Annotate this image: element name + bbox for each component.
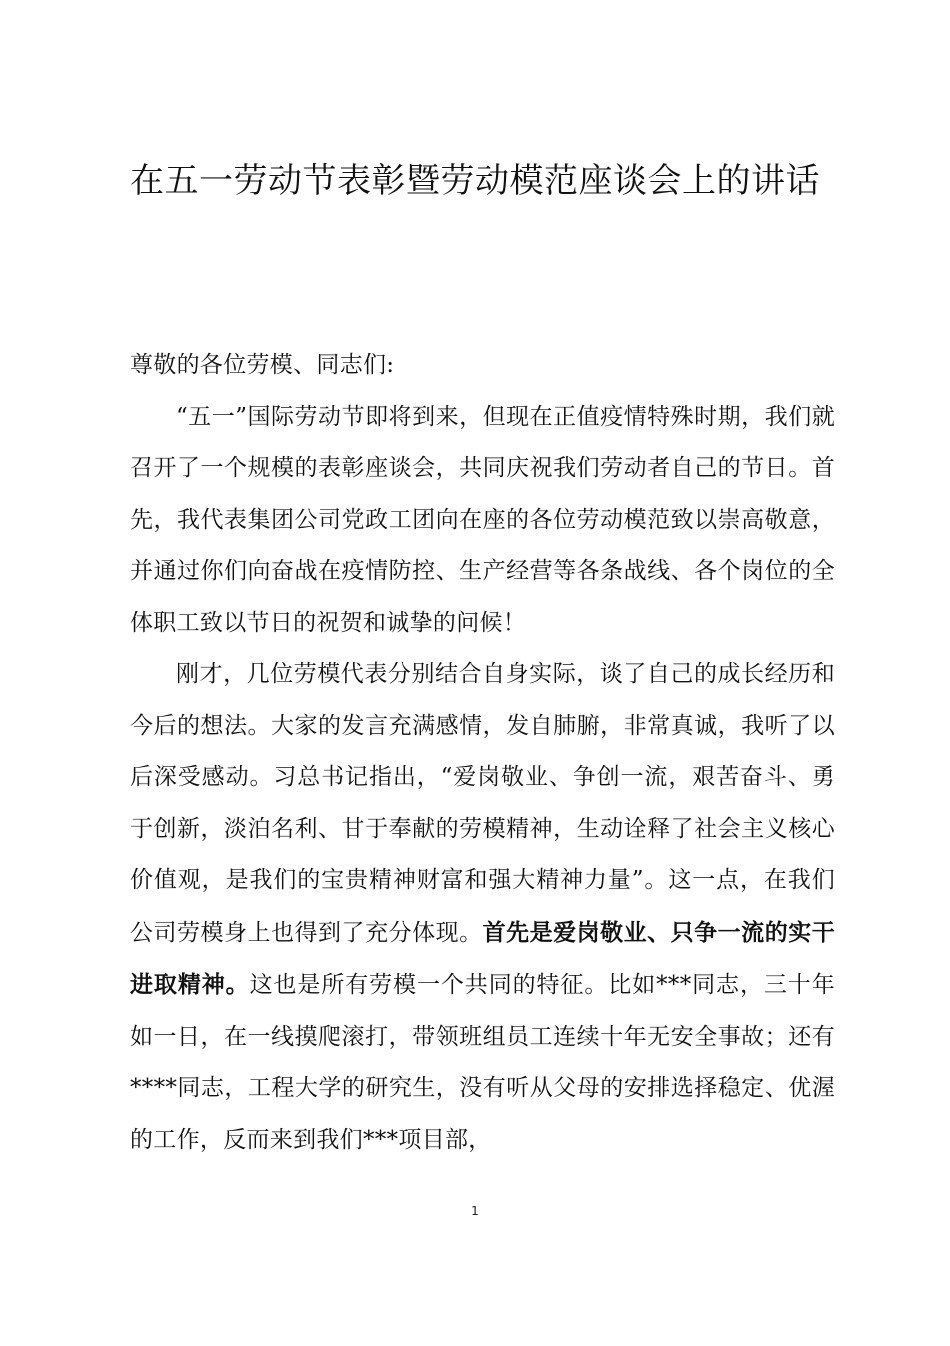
document-body bbox=[130, 340, 835, 1166]
page-number: 1 bbox=[471, 1204, 479, 1218]
paragraph-2-text-a: 刚才，几位劳模代表分别结合自身实际，谈了自己的成长经历和今后的想法。大家的发言充满感情，发自肺腑，非常真诚，我听了以后深受感动。习总书记指出，“爱岗敬业、争创一流，艰苦奋斗、勇于创新，淡泊名利、甘于奉献的劳模精神，生动诠释了社会主义核心价值观，是我们的宝贵精神财富和强大精神力量”。这一点，在我们公司劳模身上也得到了充分体现。 bbox=[130, 661, 835, 946]
paragraph-1: “五一”国际劳动节即将到来，但现在正值疫情特殊时期，我们就召开了一个规模的表彰座谈会，共同庆祝我们劳动者自己的节日。首先，我代表集团公司党政工团向在座的各位劳动模范致以崇高敬意，并通过你们向奋战在疫情防控、生产经营等各条战线、各个岗位的全体职工致以节日的祝贺和诚挚的问候！ bbox=[130, 403, 835, 636]
salutation: 尊敬的各位劳模、同志们: bbox=[130, 352, 395, 378]
paragraph-2-bold-heading: 首先是爱岗敬业、只争一流的实干进取精神。 bbox=[130, 918, 836, 998]
paragraph-2 bbox=[130, 649, 835, 1166]
paragraph-2-text-b: 这也是所有劳模一个共同的特征。比如***同志，三十年如一日，在一线摸爬滚打，带领班组员工连续十年无安全事故；还有****同志，工程大学的研究生，没有听从父母的安排选择稳定、优渥的工作，反而来到我们***项目部， bbox=[130, 972, 835, 1153]
document-title: 在五一劳动节表彰暨劳动模范座谈会上的讲话 bbox=[130, 161, 820, 201]
